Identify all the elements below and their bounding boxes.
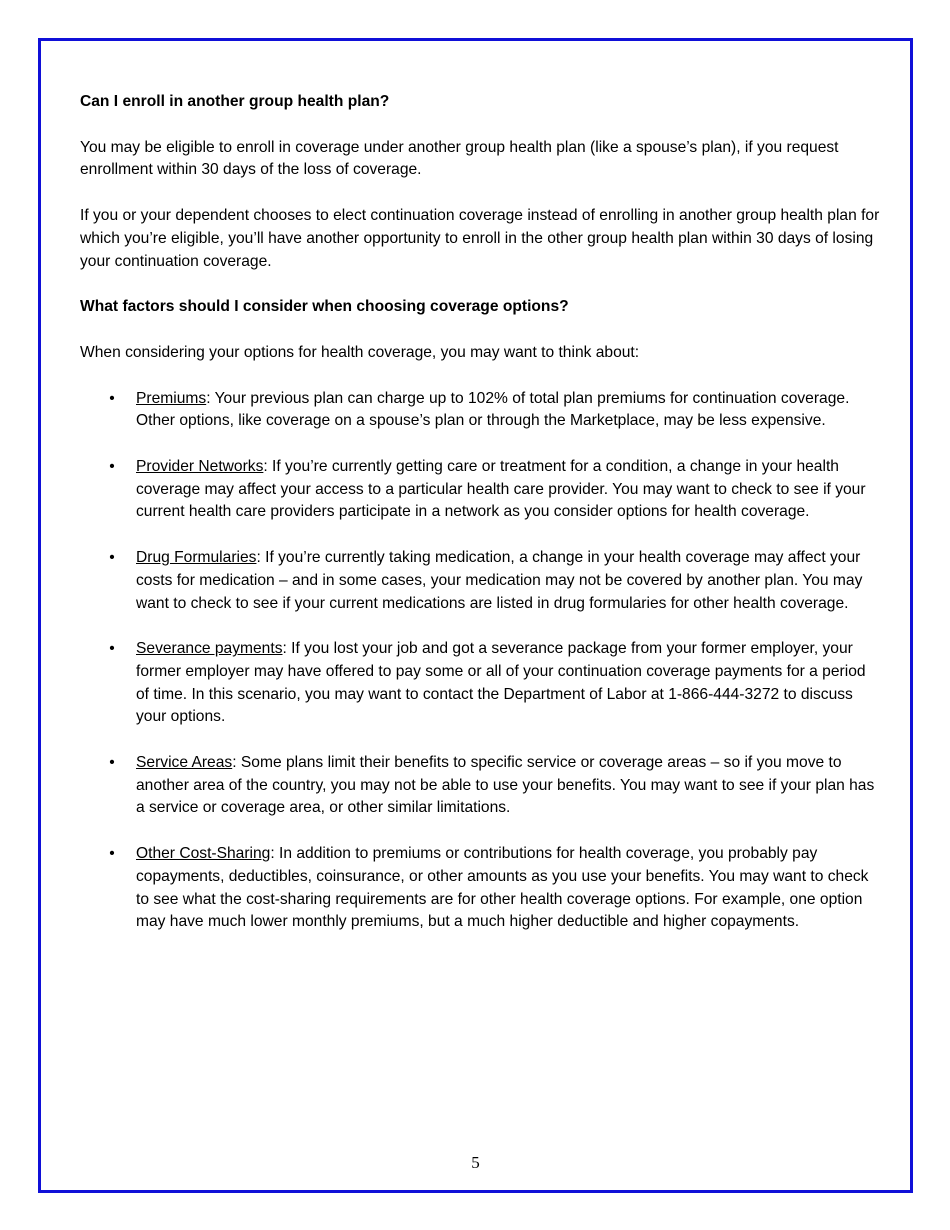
term-drug-formularies: Drug Formularies	[136, 549, 257, 567]
desc-severance-payments: : If you lost your job and got a severance package from your former employer, your former employer may have offered to pay some or all of your continuation coverage payments for a period of time. In this scenario, you may want to contact the Department of Labor at 1-866-444-3272 to discuss your options.	[136, 640, 866, 726]
term-premiums: Premiums	[136, 389, 207, 407]
paragraph-eligibility: You may be eligible to enroll in coverage under another group health plan (like a spouse’s plan), if you request enrollment within 30 days of the loss of coverage.	[80, 138, 839, 179]
bullet-icon: •	[109, 549, 115, 567]
heading-coverage-factors: What factors should I consider when choosing coverage options?	[80, 298, 569, 316]
term-severance-payments: Severance payments	[136, 640, 283, 658]
term-provider-networks: Provider Networks	[136, 458, 264, 476]
list-item-severance-payments	[80, 638, 880, 729]
term-service-areas: Service Areas	[136, 754, 233, 772]
bullet-icon: •	[109, 845, 115, 863]
paragraph-options-intro: When considering your options for health coverage, you may want to think about:	[80, 343, 640, 361]
heading-enroll-another-plan: Can I enroll in another group health plan?	[80, 93, 390, 110]
bullet-icon: •	[109, 754, 115, 772]
list-item-provider-networks	[80, 456, 880, 524]
desc-premiums: : Your previous plan can charge up to 102% of total plan premiums for continuation coverage. Other options, like coverage on a spouse’s plan or through the Marketplace, may be less expensive.	[136, 389, 850, 430]
desc-service-areas: : Some plans limit their benefits to specific service or coverage areas – so if you move to another area of the country, you may not be able to use your benefits. You may want to see if your plan has a service or coverage area, or other similar limitations.	[136, 754, 875, 817]
list-item-other-cost-sharing	[80, 843, 880, 934]
list-item-drug-formularies	[80, 547, 880, 615]
page-frame	[38, 38, 913, 1193]
bullet-icon: •	[109, 389, 115, 407]
factor-list	[80, 388, 880, 934]
desc-provider-networks: : If you’re currently getting care or treatment for a condition, a change in your health coverage may affect your access to a particular health care provider. You may want to check to see if your current health care providers participate in a network as you consider options for health coverage.	[136, 458, 866, 521]
paragraph-continuation-choice: If you or your dependent chooses to elect continuation coverage instead of enrolling in another group health plan for which you’re eligible, you’ll have another opportunity to enroll in the other group health plan within 30 days of losing your continuation coverage.	[80, 207, 880, 270]
desc-other-cost-sharing: : In addition to premiums or contributions for health coverage, you probably pay copayments, deductibles, coinsurance, or other amounts as you use your benefits. You may want to check to see what the cost-sharing requirements are for other health coverage options. For example, one option may have much lower monthly premiums, but a much higher deductible and higher copayments.	[136, 845, 869, 931]
list-item-service-areas	[80, 752, 880, 820]
term-other-cost-sharing: Other Cost-Sharing	[136, 845, 271, 863]
desc-drug-formularies: : If you’re currently taking medication, a change in your health coverage may affect your costs for medication – and in some cases, your medication may not be covered by another plan. You may want to check to see if your current medications are listed in drug formularies for other health coverage.	[136, 549, 863, 612]
page-number: 5	[471, 1153, 480, 1172]
bullet-icon: •	[109, 640, 115, 658]
bullet-icon: •	[109, 458, 115, 476]
document-body	[80, 91, 880, 957]
list-item-premiums	[80, 388, 880, 433]
